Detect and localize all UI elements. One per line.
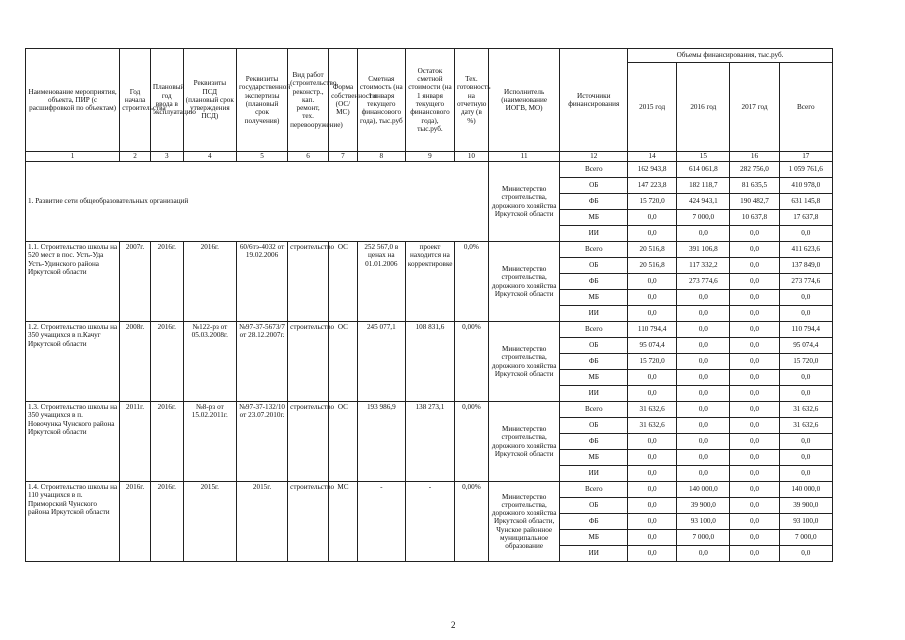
value-2015-cell: 0,0: [628, 434, 677, 450]
value-total-cell: 0,0: [779, 434, 832, 450]
value-2017-cell: 0,0: [730, 530, 779, 546]
value-2016-cell: 117 332,2: [677, 258, 730, 274]
value-2017-cell: 10 637,8: [730, 210, 779, 226]
value-2015-cell: 20 516,8: [628, 258, 677, 274]
readiness-cell: 0,00%: [455, 322, 489, 402]
header-ownership: Форма собственности (ОС/МС): [329, 49, 358, 152]
column-number: 10: [455, 152, 489, 162]
header-sources: Источники финансирования: [560, 49, 628, 152]
table-row: [26, 242, 833, 258]
column-number: 17: [779, 152, 832, 162]
remainder-cell: проект находится на корректировке: [405, 242, 454, 322]
executor-cell: Министерство строительства, дорожного хозяйства Иркутской области: [488, 322, 560, 402]
column-number: 7: [329, 152, 358, 162]
table-row: [26, 402, 833, 418]
value-2016-cell: 0,0: [677, 402, 730, 418]
value-2016-cell: 93 100,0: [677, 514, 730, 530]
value-2017-cell: 0,0: [730, 418, 779, 434]
header-psd: Реквизиты ПСД (плановый срок утверждения ПСД): [183, 49, 236, 152]
source-cell: ИИ: [560, 546, 628, 562]
value-2016-cell: 0,0: [677, 370, 730, 386]
ownership-cell: ОС: [329, 322, 358, 402]
work-type-cell: строительство: [288, 402, 329, 482]
value-total-cell: 95 074,4: [779, 338, 832, 354]
value-2017-cell: 0,0: [730, 450, 779, 466]
value-total-cell: 31 632,6: [779, 418, 832, 434]
value-2015-cell: 0,0: [628, 386, 677, 402]
header-2016: 2016 год: [677, 63, 730, 152]
value-2015-cell: 15 720,0: [628, 354, 677, 370]
value-total-cell: 0,0: [779, 306, 832, 322]
column-number: 2: [120, 152, 151, 162]
value-2015-cell: 15 720,0: [628, 194, 677, 210]
header-executor: Исполнитель (наименование ИОГВ, МО): [488, 49, 560, 152]
value-total-cell: 0,0: [779, 370, 832, 386]
value-total-cell: 93 100,0: [779, 514, 832, 530]
source-cell: ОБ: [560, 178, 628, 194]
table-body: [26, 162, 833, 562]
header-expertise: Реквизиты государственной экспертизы (плановый срок получения): [236, 49, 287, 152]
column-number: 9: [405, 152, 454, 162]
value-total-cell: 140 000,0: [779, 482, 832, 498]
value-2015-cell: 0,0: [628, 274, 677, 290]
value-2016-cell: 0,0: [677, 354, 730, 370]
value-2017-cell: 190 482,7: [730, 194, 779, 210]
remainder-cell: 138 273,1: [405, 402, 454, 482]
value-2017-cell: 0,0: [730, 402, 779, 418]
value-2017-cell: 0,0: [730, 466, 779, 482]
expertise-cell: №97-37-5673/7 от 28.12.2007г.: [236, 322, 287, 402]
remainder-cell: 108 831,6: [405, 322, 454, 402]
source-cell: ОБ: [560, 338, 628, 354]
source-cell: МБ: [560, 530, 628, 546]
value-2015-cell: 162 943,8: [628, 162, 677, 178]
source-cell: ИИ: [560, 386, 628, 402]
value-2017-cell: 0,0: [730, 258, 779, 274]
value-2015-cell: 20 516,8: [628, 242, 677, 258]
planned-year-cell: 2016г.: [150, 482, 183, 562]
column-number-row: [26, 152, 833, 162]
value-2016-cell: 7 000,0: [677, 530, 730, 546]
value-2016-cell: 0,0: [677, 434, 730, 450]
header-name: Наименование мероприятия, объекта, ПИР (с расшифровкой по объектам): [26, 49, 120, 152]
column-number: 12: [560, 152, 628, 162]
source-cell: ИИ: [560, 226, 628, 242]
value-2016-cell: 140 000,0: [677, 482, 730, 498]
financing-table: [25, 48, 833, 562]
year-start-cell: 2007г.: [120, 242, 151, 322]
value-2015-cell: 95 074,4: [628, 338, 677, 354]
value-2017-cell: 0,0: [730, 386, 779, 402]
value-2015-cell: 0,0: [628, 226, 677, 242]
value-2017-cell: 0,0: [730, 338, 779, 354]
column-number: 5: [236, 152, 287, 162]
value-2015-cell: 0,0: [628, 466, 677, 482]
header-readiness: Тех. готовность на отчетную дату (в %): [455, 49, 489, 152]
value-2015-cell: 0,0: [628, 546, 677, 562]
section-title: 1. Развитие сети общеобразовательных организаций: [26, 162, 489, 242]
value-total-cell: 110 794,4: [779, 322, 832, 338]
column-number: 11: [488, 152, 560, 162]
value-2015-cell: 0,0: [628, 210, 677, 226]
value-2015-cell: 147 223,8: [628, 178, 677, 194]
header-2017: 2017 год: [730, 63, 779, 152]
value-total-cell: 0,0: [779, 466, 832, 482]
value-2016-cell: 0,0: [677, 418, 730, 434]
value-total-cell: 0,0: [779, 226, 832, 242]
value-2017-cell: 0,0: [730, 306, 779, 322]
source-cell: ОБ: [560, 418, 628, 434]
value-2016-cell: 0,0: [677, 338, 730, 354]
year-start-cell: 2011г.: [120, 402, 151, 482]
value-2016-cell: 0,0: [677, 306, 730, 322]
psd-cell: №122-рз от 05.03.2008г.: [183, 322, 236, 402]
value-2016-cell: 39 900,0: [677, 498, 730, 514]
ownership-cell: МС: [329, 482, 358, 562]
value-total-cell: 39 900,0: [779, 498, 832, 514]
value-2017-cell: 0,0: [730, 242, 779, 258]
value-2016-cell: 391 106,8: [677, 242, 730, 258]
work-type-cell: строительство: [288, 482, 329, 562]
value-2017-cell: 0,0: [730, 482, 779, 498]
executor-cell: Министерство строительства, дорожного хозяйства Иркутской области: [488, 162, 560, 242]
source-cell: ИИ: [560, 466, 628, 482]
value-total-cell: 137 849,0: [779, 258, 832, 274]
source-cell: Всего: [560, 482, 628, 498]
value-2017-cell: 0,0: [730, 274, 779, 290]
readiness-cell: 0,0%: [455, 242, 489, 322]
value-2016-cell: 273 774,6: [677, 274, 730, 290]
ownership-cell: ОС: [329, 242, 358, 322]
value-2016-cell: 0,0: [677, 450, 730, 466]
value-2016-cell: 0,0: [677, 466, 730, 482]
table-header: [26, 49, 833, 162]
header-remainder: Остаток сметной стоимости (на 1 января текущего финансового года), тыс.руб.: [405, 49, 454, 152]
value-2015-cell: 31 632,6: [628, 402, 677, 418]
value-2016-cell: 0,0: [677, 322, 730, 338]
value-total-cell: 1 059 761,6: [779, 162, 832, 178]
value-2016-cell: 0,0: [677, 226, 730, 242]
year-start-cell: 2016г.: [120, 482, 151, 562]
value-2015-cell: 0,0: [628, 450, 677, 466]
source-cell: ОБ: [560, 258, 628, 274]
remainder-cell: -: [405, 482, 454, 562]
column-number: 14: [628, 152, 677, 162]
value-total-cell: 31 632,6: [779, 402, 832, 418]
value-2015-cell: 31 632,6: [628, 418, 677, 434]
estimate-cell: 245 077,1: [357, 322, 405, 402]
column-number: 8: [357, 152, 405, 162]
value-total-cell: 273 774,6: [779, 274, 832, 290]
estimate-cell: -: [357, 482, 405, 562]
object-name: 1.2. Строительство школы на 350 учащихся в п.Качуг Иркутской области: [26, 322, 120, 402]
column-number: 15: [677, 152, 730, 162]
column-number: 1: [26, 152, 120, 162]
source-cell: МБ: [560, 210, 628, 226]
value-2015-cell: 0,0: [628, 482, 677, 498]
source-cell: МБ: [560, 370, 628, 386]
expertise-cell: №97-37-132/10 от 23.07.2010г.: [236, 402, 287, 482]
executor-cell: Министерство строительства, дорожного хозяйства Иркутской области: [488, 402, 560, 482]
value-2017-cell: 0,0: [730, 226, 779, 242]
psd-cell: 2015г.: [183, 482, 236, 562]
value-2015-cell: 0,0: [628, 530, 677, 546]
value-total-cell: 0,0: [779, 290, 832, 306]
value-2015-cell: 0,0: [628, 306, 677, 322]
source-cell: МБ: [560, 290, 628, 306]
value-2016-cell: 424 943,1: [677, 194, 730, 210]
value-2017-cell: 0,0: [730, 434, 779, 450]
value-2017-cell: 0,0: [730, 514, 779, 530]
object-name: 1.4. Строительство школы на 110 учащихся в п. Приморский Чунского района Иркутской области: [26, 482, 120, 562]
estimate-cell: 252 567,0 в ценах на 01.01.2006: [357, 242, 405, 322]
source-cell: Всего: [560, 402, 628, 418]
executor-cell: Министерство строительства, дорожного хозяйства Иркутской области: [488, 242, 560, 322]
source-cell: ФБ: [560, 354, 628, 370]
source-cell: ОБ: [560, 498, 628, 514]
value-2015-cell: 0,0: [628, 498, 677, 514]
psd-cell: №8-рз от 15.02.2011г.: [183, 402, 236, 482]
expertise-cell: 60/6тэ-4032 от 19.02.2006: [236, 242, 287, 322]
value-total-cell: 17 637,8: [779, 210, 832, 226]
table-row: [26, 482, 833, 498]
column-number: 4: [183, 152, 236, 162]
value-total-cell: 411 623,6: [779, 242, 832, 258]
value-total-cell: 0,0: [779, 450, 832, 466]
value-total-cell: 631 145,8: [779, 194, 832, 210]
source-cell: Всего: [560, 322, 628, 338]
value-total-cell: 7 000,0: [779, 530, 832, 546]
year-start-cell: 2008г.: [120, 322, 151, 402]
source-cell: МБ: [560, 450, 628, 466]
readiness-cell: 0,00%: [455, 402, 489, 482]
value-2016-cell: 0,0: [677, 290, 730, 306]
value-2016-cell: 0,0: [677, 546, 730, 562]
value-total-cell: 0,0: [779, 546, 832, 562]
value-2016-cell: 0,0: [677, 386, 730, 402]
header-2015: 2015 год: [628, 63, 677, 152]
header-estimate: Сметная стоимость (на 1 января текущего финансового года), тыс.руб: [357, 49, 405, 152]
column-number: 6: [288, 152, 329, 162]
value-2017-cell: 81 635,5: [730, 178, 779, 194]
table-row: [26, 162, 833, 178]
header-total: Всего: [779, 63, 832, 152]
planned-year-cell: 2016г.: [150, 402, 183, 482]
header-year-start: Год начала строительства: [120, 49, 151, 152]
source-cell: Всего: [560, 162, 628, 178]
source-cell: Всего: [560, 242, 628, 258]
psd-cell: 2016г.: [183, 242, 236, 322]
value-2015-cell: 0,0: [628, 290, 677, 306]
value-2017-cell: 0,0: [730, 370, 779, 386]
value-2016-cell: 7 000,0: [677, 210, 730, 226]
work-type-cell: строительство: [288, 242, 329, 322]
estimate-cell: 193 986,9: [357, 402, 405, 482]
value-2017-cell: 0,0: [730, 546, 779, 562]
page-number: 2: [451, 620, 456, 630]
value-total-cell: 15 720,0: [779, 354, 832, 370]
value-2017-cell: 282 756,0: [730, 162, 779, 178]
expertise-cell: 2015г.: [236, 482, 287, 562]
readiness-cell: 0,00%: [455, 482, 489, 562]
executor-cell: Министерство строительства, дорожного хозяйства Иркутской области, Чунское районное муниципальное образование: [488, 482, 560, 562]
value-total-cell: 410 978,0: [779, 178, 832, 194]
value-2016-cell: 614 061,8: [677, 162, 730, 178]
source-cell: ФБ: [560, 514, 628, 530]
header-volumes: Объемы финансирования, тыс.руб.: [628, 49, 833, 63]
value-2016-cell: 182 118,7: [677, 178, 730, 194]
value-total-cell: 0,0: [779, 386, 832, 402]
source-cell: ФБ: [560, 434, 628, 450]
column-number: 3: [150, 152, 183, 162]
source-cell: ФБ: [560, 274, 628, 290]
header-planned-year: Плановый год ввода в эксплуатацию: [150, 49, 183, 152]
value-2017-cell: 0,0: [730, 322, 779, 338]
value-2017-cell: 0,0: [730, 498, 779, 514]
planned-year-cell: 2016г.: [150, 242, 183, 322]
value-2017-cell: 0,0: [730, 290, 779, 306]
table-row: [26, 322, 833, 338]
ownership-cell: ОС: [329, 402, 358, 482]
value-2017-cell: 0,0: [730, 354, 779, 370]
value-2015-cell: 0,0: [628, 370, 677, 386]
financing-table-sheet: [25, 48, 833, 562]
planned-year-cell: 2016г.: [150, 322, 183, 402]
header-work-type: Вид работ (строительство, реконстр., кап. ремонт, тех. перевооружение): [288, 49, 329, 152]
column-number: 16: [730, 152, 779, 162]
value-2015-cell: 0,0: [628, 514, 677, 530]
source-cell: ФБ: [560, 194, 628, 210]
source-cell: ИИ: [560, 306, 628, 322]
work-type-cell: строительство: [288, 322, 329, 402]
value-2015-cell: 110 794,4: [628, 322, 677, 338]
object-name: 1.1. Строительство школы на 520 мест в пос. Усть-Уда Усть-Удинского района Иркутской области: [26, 242, 120, 322]
object-name: 1.3. Строительство школы на 350 учащихся в п. Новочунка Чунского района Иркутской области: [26, 402, 120, 482]
